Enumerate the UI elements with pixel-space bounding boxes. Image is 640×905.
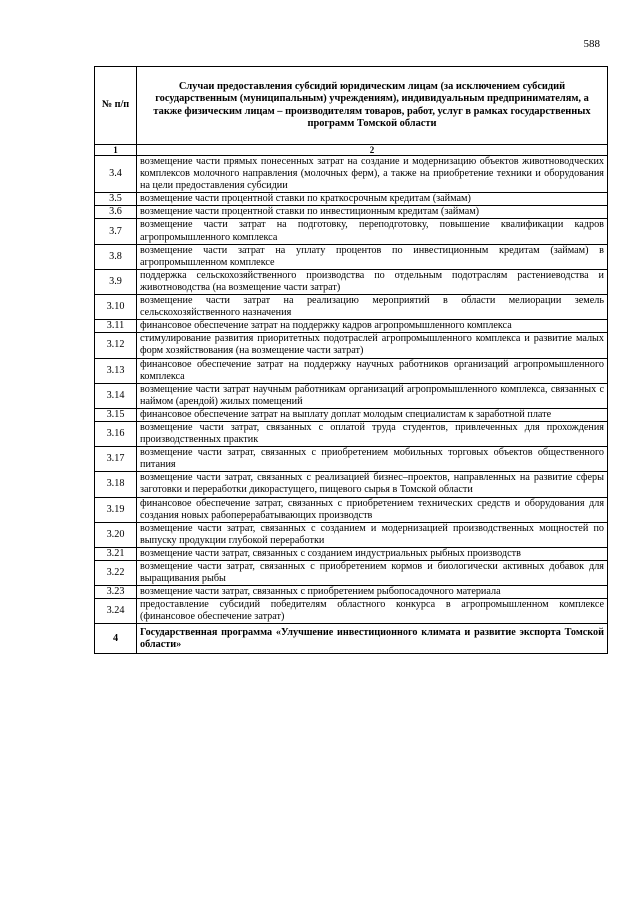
- page-number: 588: [583, 38, 600, 50]
- table-row: [95, 408, 608, 421]
- table-row: [95, 206, 608, 219]
- column-number: 2: [137, 145, 608, 156]
- row-number: 3.8: [95, 244, 137, 269]
- table-row: [95, 244, 608, 269]
- row-number: 3.19: [95, 497, 137, 522]
- table-row: [95, 599, 608, 624]
- row-number: 3.4: [95, 156, 137, 193]
- table-row: [95, 156, 608, 193]
- table-header-row: [95, 67, 608, 145]
- row-number: 3.18: [95, 472, 137, 497]
- table-row: [95, 447, 608, 472]
- row-description: предоставление субсидий победителям областного конкурса в агропромышленном комплексе (финансовое обеспечение затрат): [137, 599, 608, 624]
- row-description: финансовое обеспечение затрат, связанных с приобретением технических средств и оборудования для создания новых рабоперерабатывающих производств: [137, 497, 608, 522]
- row-number: 3.14: [95, 383, 137, 408]
- row-description: возмещение части затрат, связанных с созданием индустриальных рыбных производств: [137, 547, 608, 560]
- table-row: [95, 497, 608, 522]
- row-description: возмещение части затрат, связанных с созданием и модернизацией производственных мощностей по выпуску продукции глубокой переработки: [137, 522, 608, 547]
- row-description: финансовое обеспечение затрат на поддержку кадров агропромышленного комплекса: [137, 320, 608, 333]
- table-row: [95, 320, 608, 333]
- row-description: возмещение части процентной ставки по инвестиционным кредитам (займам): [137, 206, 608, 219]
- program-title: Государственная программа «Улучшение инвестиционного климата и развитие экспорта Томской области»: [137, 624, 608, 654]
- program-row: [95, 624, 608, 654]
- row-description: возмещение части прямых понесенных затрат на создание и модернизацию объектов животноводческих комплексов молочного направления (молочных ферм), а также на приобретение техники и оборудования на цели предоставления субсидии: [137, 156, 608, 193]
- row-description: возмещение части затрат, связанных с оплатой труда студентов, привлеченных для прохождения производственных практик: [137, 421, 608, 446]
- column-number: 1: [95, 145, 137, 156]
- table-row: [95, 421, 608, 446]
- table-row: [95, 561, 608, 586]
- row-number: 3.16: [95, 421, 137, 446]
- row-number: 3.12: [95, 333, 137, 358]
- row-number: 3.17: [95, 447, 137, 472]
- row-description: возмещение части затрат, связанных с реализацией бизнес–проектов, направленных на развитие сферы заготовки и переработки дикорастущего, пищевого сырья в Томской области: [137, 472, 608, 497]
- row-number: 3.6: [95, 206, 137, 219]
- row-number: 3.21: [95, 547, 137, 560]
- row-description: возмещение части затрат, связанных с приобретением рыбопосадочного материала: [137, 586, 608, 599]
- row-number: 3.10: [95, 295, 137, 320]
- header-description-col: Случаи предоставления субсидий юридическим лицам (за исключением субсидий государственным (муниципальным) учреждениям), индивидуальным предпринимателям, а также физическим лицам – производителям товаров, работ, услуг в рамках государственных программ Томской области: [137, 67, 608, 145]
- row-description: возмещение части затрат, связанных с приобретением мобильных торговых объектов общественного питания: [137, 447, 608, 472]
- table-body: [95, 156, 608, 624]
- row-description: возмещение части затрат, связанных с приобретением кормов и биологически активных добавок для выращивания рыбы: [137, 561, 608, 586]
- row-number: 3.13: [95, 358, 137, 383]
- table-row: [95, 547, 608, 560]
- row-description: возмещение части процентной ставки по краткосрочным кредитам (займам): [137, 193, 608, 206]
- header-number-col: № п/п: [95, 67, 137, 145]
- table-row: [95, 333, 608, 358]
- table-row: [95, 586, 608, 599]
- row-description: стимулирование развития приоритетных подотраслей агропромышленного комплекса и развитие малых форм хозяйствования (на возмещение части затрат): [137, 333, 608, 358]
- row-number: 3.23: [95, 586, 137, 599]
- row-description: поддержка сельскохозяйственного производства по отдельным подотраслям растениеводства и животноводства (на возмещение части затрат): [137, 269, 608, 294]
- column-numbers-row: [95, 145, 608, 156]
- table-row: [95, 269, 608, 294]
- row-description: возмещение части затрат на реализацию мероприятий в области мелиорации земель сельскохозяйственного назначения: [137, 295, 608, 320]
- row-description: возмещение части затрат на уплату процентов по инвестиционным кредитам (займам) в агропромышленном комплексе: [137, 244, 608, 269]
- row-number: 3.24: [95, 599, 137, 624]
- row-number: 3.7: [95, 219, 137, 244]
- table-row: [95, 472, 608, 497]
- row-number: 3.20: [95, 522, 137, 547]
- table-row: [95, 193, 608, 206]
- table-row: [95, 219, 608, 244]
- row-number: 3.9: [95, 269, 137, 294]
- row-number: 3.22: [95, 561, 137, 586]
- row-description: финансовое обеспечение затрат на поддержку научных работников организаций агропромышленного комплекса: [137, 358, 608, 383]
- row-number: 3.5: [95, 193, 137, 206]
- row-number: 3.11: [95, 320, 137, 333]
- table-row: [95, 522, 608, 547]
- subsidy-table: [94, 66, 608, 654]
- row-description: возмещение части затрат на подготовку, переподготовку, повышение квалификации кадров агропромышленного комплекса: [137, 219, 608, 244]
- table-row: [95, 295, 608, 320]
- row-description: финансовое обеспечение затрат на выплату доплат молодым специалистам к заработной плате: [137, 408, 608, 421]
- table-row: [95, 358, 608, 383]
- row-number: 3.15: [95, 408, 137, 421]
- program-number: 4: [95, 624, 137, 654]
- row-description: возмещение части затрат научным работникам организаций агропромышленного комплекса, связанных с наймом (арендой) жилых помещений: [137, 383, 608, 408]
- table-row: [95, 383, 608, 408]
